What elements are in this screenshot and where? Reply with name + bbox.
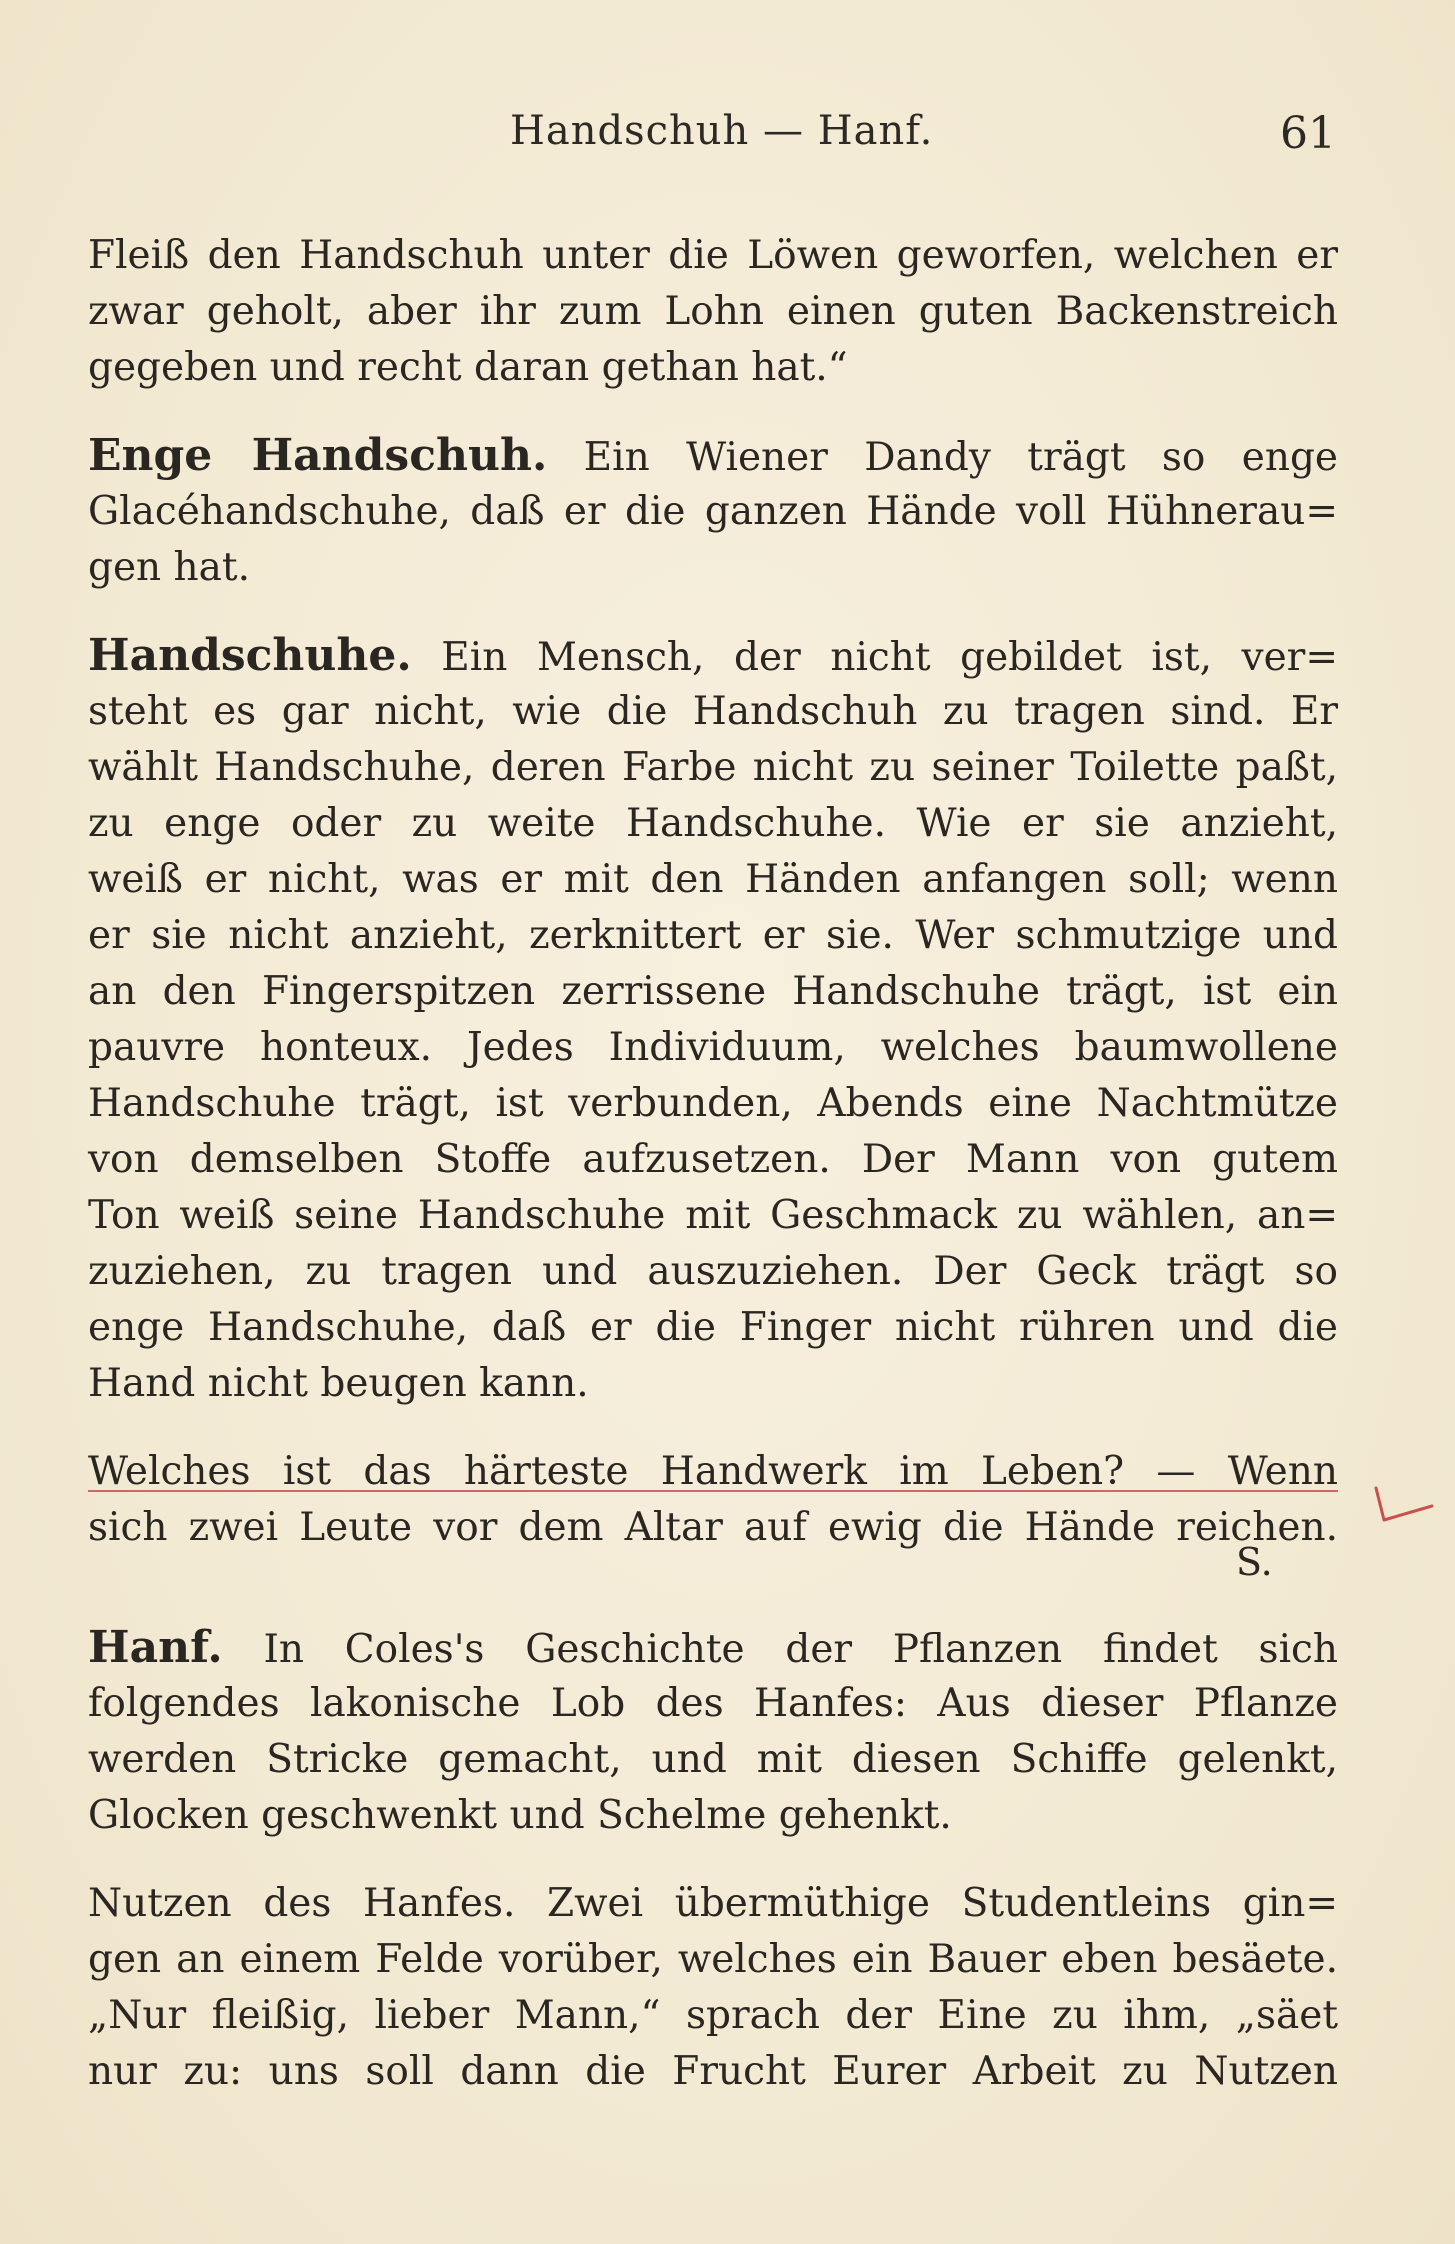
headword: Enge Handschuh. [88, 430, 548, 481]
text-line: folgendes lakonische Lob des Hanfes: Aus dieser Pflanze [88, 1681, 1338, 1726]
text-line: pauvre honteux. Jedes Individuum, welches baumwollene [88, 1025, 1338, 1070]
text-line: Handschuhe trägt, ist verbunden, Abends eine Nachtmütze [88, 1081, 1338, 1126]
paragraph-nutzen-des-hanfes [88, 1876, 1338, 2100]
text-line: nur zu: uns soll dann die Frucht Eurer Arbeit zu Nutzen [88, 2049, 1338, 2094]
text-line: sich zwei Leute vor dem Altar auf ewig die Hände reichen. [88, 1505, 1338, 1550]
text-span: Ein Mensch, der nicht gebildet ist, ver= [411, 635, 1338, 680]
text-line: Nutzen des Hanfes. Zwei übermüthige Studentleins gin= [88, 1881, 1338, 1926]
text-line: werden Stricke gemacht, und mit diesen Schiffe gelenkt, [88, 1737, 1338, 1782]
text-line: wählt Handschuhe, deren Farbe nicht zu seiner Toilette paßt, [88, 745, 1338, 790]
text-line: er sie nicht anzieht, zerknittert er sie. Wer schmutzige und [88, 913, 1338, 958]
text-line: an den Fingerspitzen zerrissene Handschuhe trägt, ist ein [88, 969, 1338, 1014]
text-line: von demselben Stoffe aufzusetzen. Der Mann von gutem [88, 1137, 1338, 1182]
text-line [88, 1620, 1338, 1676]
running-head: Handschuh — Hanf. [510, 108, 934, 154]
paragraph-hanf [88, 1620, 1338, 1844]
text-line: Fleiß den Handschuh unter die Löwen geworfen, welchen er [88, 233, 1338, 278]
author-signature: S. [1236, 1540, 1273, 1584]
text-line: gen hat. [88, 545, 250, 590]
text-line: steht es gar nicht, wie die Handschuh zu tragen sind. Er [88, 689, 1338, 734]
text-line: weiß er nicht, was er mit den Händen anfangen soll; wenn [88, 857, 1338, 902]
text-span: Ein Wiener Dandy trägt so enge [547, 435, 1338, 480]
text-line: gegeben und recht daran gethan hat.“ [88, 345, 848, 390]
headword: Handschuhe. [88, 630, 412, 681]
paragraph-handschuhe [88, 628, 1338, 1412]
headword: Hanf. [88, 1622, 223, 1673]
page-number: 61 [1280, 108, 1336, 159]
text-line [88, 628, 1338, 684]
text-line: Glacéhandschuhe, daß er die ganzen Hände voll Hühnerau= [88, 489, 1338, 534]
paragraph-enge-handschuh [88, 428, 1338, 596]
paragraph-handwerk [88, 1444, 1338, 1556]
text-line: zwar geholt, aber ihr zum Lohn einen guten Backenstreich [88, 289, 1338, 334]
body-text [88, 228, 1338, 2100]
red-check-mark-icon [1370, 1478, 1436, 1528]
paragraph-continuation [88, 228, 1338, 396]
text-line: Hand nicht beugen kann. [88, 1361, 589, 1406]
text-line: zu enge oder zu weite Handschuhe. Wie er sie anzieht, [88, 801, 1338, 846]
text-line: „Nur fleißig, lieber Mann,“ sprach der Eine zu ihm, „säet [88, 1993, 1338, 2038]
text-line: Ton weiß seine Handschuhe mit Geschmack zu wählen, an= [88, 1193, 1338, 1238]
text-line: zuziehen, zu tragen und auszuziehen. Der Geck trägt so [88, 1249, 1338, 1294]
text-line: Glocken geschwenkt und Schelme gehenkt. [88, 1793, 952, 1838]
text-line: gen an einem Felde vorüber, welches ein Bauer eben besäete. [88, 1937, 1338, 1982]
text-span: In Coles's Geschichte der Pflanzen findet sich [222, 1627, 1338, 1672]
text-line: Welches ist das härteste Handwerk im Leben? — Wenn [88, 1449, 1338, 1494]
text-line: enge Handschuhe, daß er die Finger nicht rühren und die [88, 1305, 1338, 1350]
text-line [88, 428, 1338, 484]
